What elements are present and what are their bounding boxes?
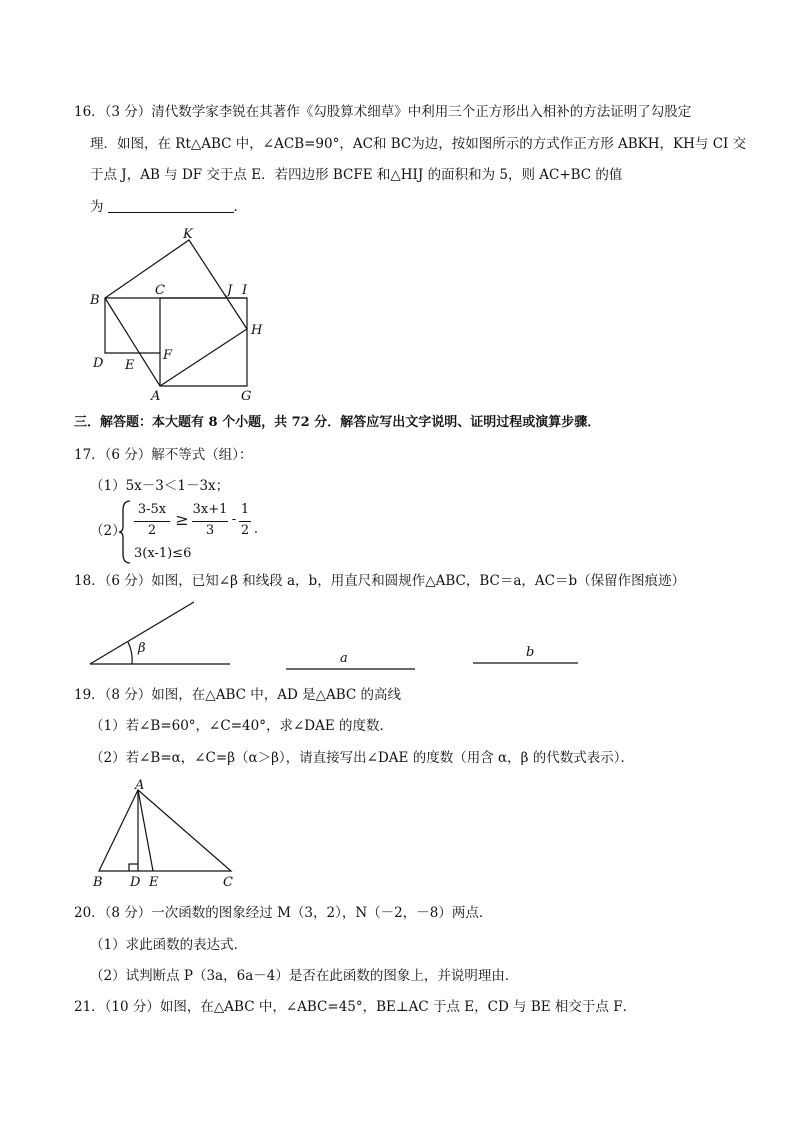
label-D: D bbox=[130, 875, 141, 890]
label-G: G bbox=[241, 389, 252, 404]
q19-figure bbox=[84, 778, 244, 892]
label-C: C bbox=[223, 875, 233, 890]
geq-sign: ≥ bbox=[175, 510, 189, 529]
label-I: I bbox=[242, 283, 248, 298]
frac1-numerator: 3-5x bbox=[137, 502, 167, 517]
frac2-numerator: 3x+1 bbox=[192, 502, 228, 517]
q16-figure bbox=[80, 222, 280, 407]
q19-line1: 19．（8 分）如图，在△ABC 中，AD 是△ABC 的高线 bbox=[74, 687, 402, 703]
frac2-bar bbox=[192, 521, 228, 522]
q20-part2: （2）试判断点 P（3a，6a－4）是否在此函数的图象上，并说明理由． bbox=[90, 968, 519, 984]
label-H: H bbox=[251, 323, 263, 338]
frac1-denominator: 2 bbox=[147, 523, 157, 538]
label-A: A bbox=[151, 389, 161, 404]
q20-line1: 20．（8 分）一次函数的图象经过 M（3，2），N（－2，－8）两点． bbox=[74, 905, 493, 921]
q16-line3: 于点 J，AB 与 DF 交于点 E．若四边形 BCFE 和△HIJ 的面积和为 5，则 AC+BC 的值 bbox=[90, 167, 623, 183]
label-J: J bbox=[227, 283, 233, 298]
q16-line1: 16．（3 分）清代数学家李锐在其著作《勾股算术细草》中利用三个正方形出入相补的方法证明了勾股定 bbox=[74, 104, 692, 120]
beta-label: β bbox=[138, 641, 146, 656]
q17-part1: （1）5x－3＜1－3x； bbox=[90, 478, 230, 494]
frac3-bar bbox=[239, 521, 251, 522]
label-E: E bbox=[125, 358, 135, 373]
end-dot: . bbox=[253, 522, 259, 537]
segment-a-label: a bbox=[340, 651, 348, 666]
frac1-bar bbox=[134, 521, 170, 522]
label-F: F bbox=[163, 348, 173, 363]
q16-line2: 理．如图，在 Rt△ABC 中，∠ACB=90°，AC和 BC为边，按如图所示的方式作正方形 ABKH，KH与 CI 交 bbox=[90, 136, 747, 152]
q16-line4 bbox=[90, 198, 247, 216]
q18-figure bbox=[80, 598, 600, 673]
label-K: K bbox=[183, 227, 193, 242]
frac3-denominator: 2 bbox=[240, 523, 250, 538]
answer-blank[interactable] bbox=[108, 198, 234, 213]
q21-line1: 21．（10 分）如图，在△ABC 中，∠ABC=45°，BE⊥AC 于点 E，CD 与 BE 相交于点 F． bbox=[74, 999, 637, 1015]
section-3-heading: 三．解答题：本大题有 8 个小题，共 72 分．解答应写出文字说明、证明过程或演算步骤． bbox=[74, 415, 601, 430]
q20-part1: （1）求此函数的表达式． bbox=[90, 937, 248, 953]
system-brace bbox=[118, 500, 132, 564]
q17-part2-label: （2） bbox=[90, 523, 126, 539]
q18-line1: 18．（6 分）如图，已知∠β 和线段 a，b，用直尺和圆规作△ABC，BC＝a，AC＝b（保留作图痕迹） bbox=[74, 573, 686, 589]
frac3-numerator: 1 bbox=[240, 502, 250, 517]
label-C: C bbox=[155, 283, 165, 298]
label-B: B bbox=[93, 875, 103, 890]
frac2-denominator: 3 bbox=[205, 523, 215, 538]
q16-line4-text: 为 bbox=[90, 199, 104, 215]
label-E: E bbox=[149, 875, 159, 890]
minus-sign: - bbox=[231, 512, 237, 527]
q19-part1: （1）若∠B=60°，∠C=40°，求∠DAE 的度数． bbox=[90, 718, 393, 734]
label-B: B bbox=[90, 293, 100, 308]
q16-line4-end: ． bbox=[233, 199, 247, 215]
q19-part2: （2）若∠B=α，∠C=β（α＞β），请直接写出∠DAE 的度数（用含 α，β 的代数式表示）． bbox=[90, 750, 634, 766]
second-inequality: 3(x-1)≤6 bbox=[134, 546, 192, 561]
segment-b-label: b bbox=[526, 645, 535, 660]
q17-line1: 17．（6 分）解不等式（组）： bbox=[74, 447, 253, 463]
label-D: D bbox=[93, 356, 104, 371]
label-A: A bbox=[135, 778, 145, 793]
